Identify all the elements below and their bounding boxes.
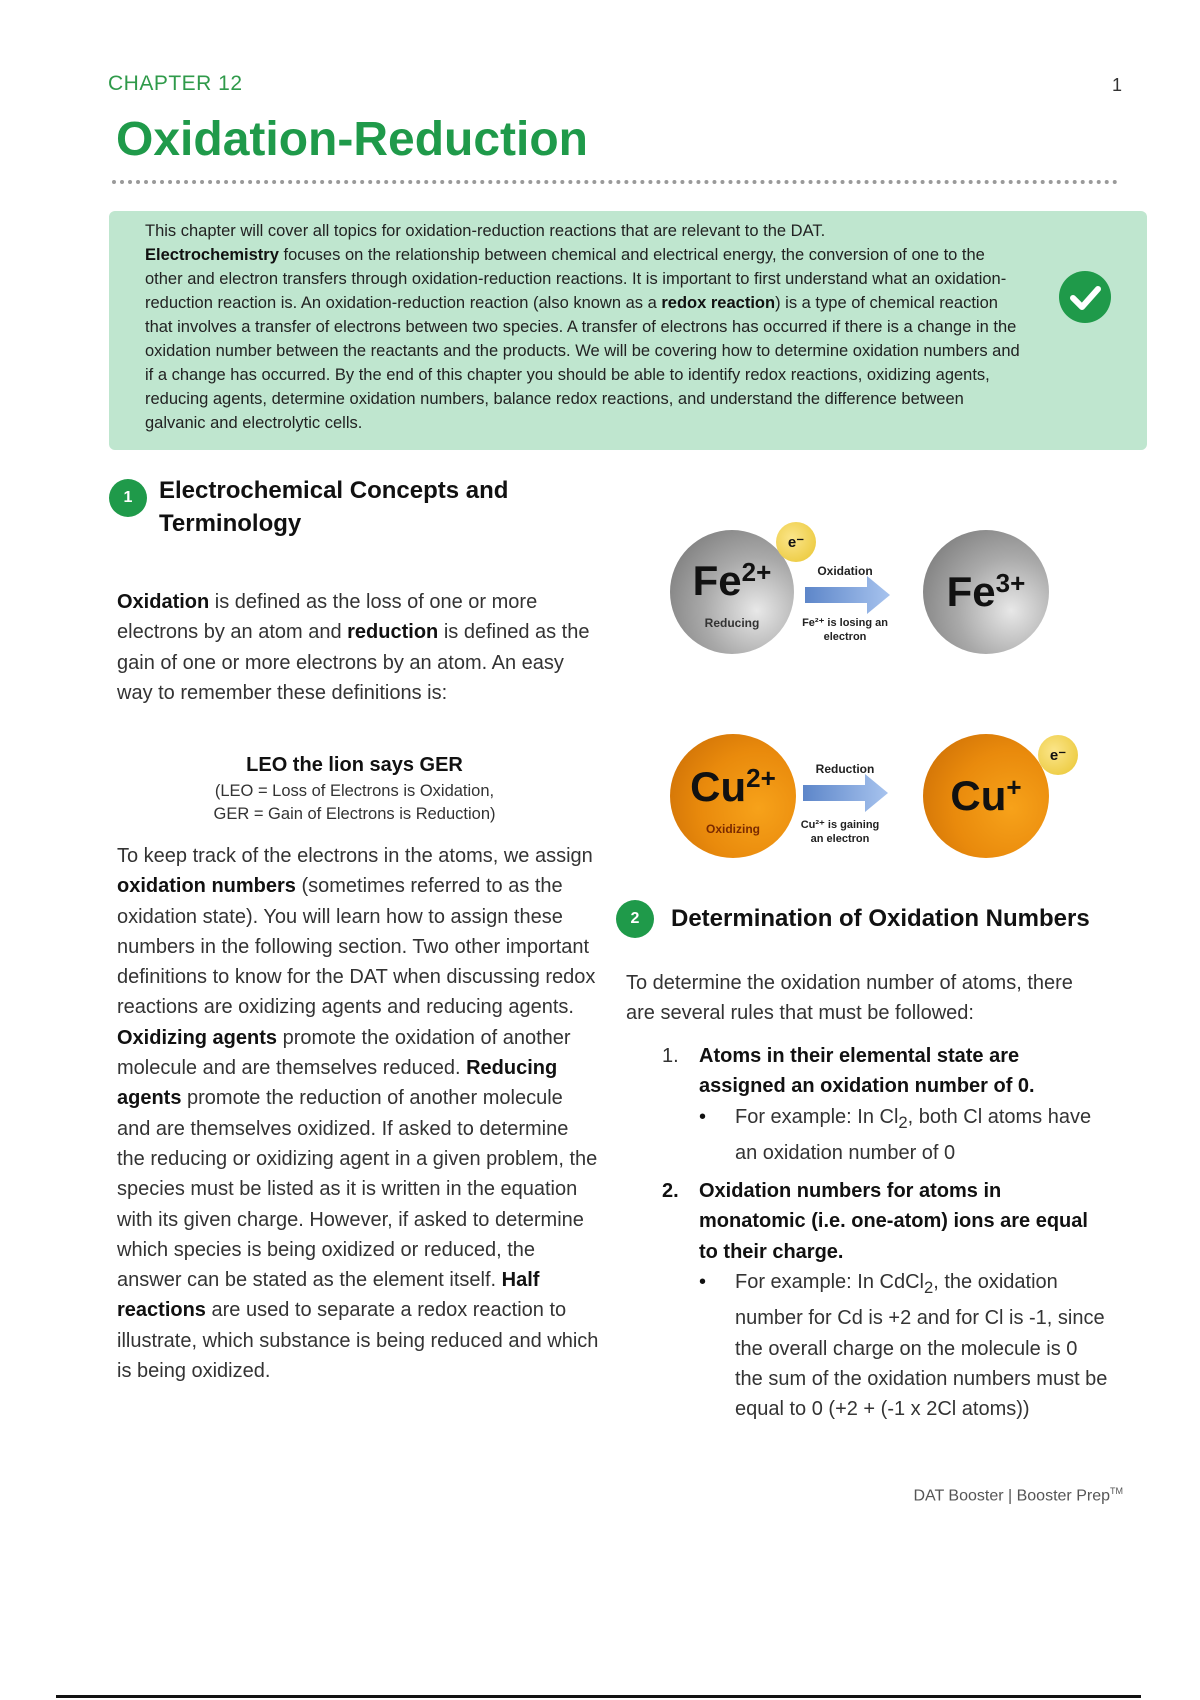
trademark: TM — [1110, 1486, 1123, 1496]
rule-item — [662, 1176, 1108, 1424]
example-text: For example: In CdCl — [735, 1271, 924, 1294]
chapter-label: CHAPTER 12 — [108, 72, 243, 95]
atom-symbol: Fe — [692, 557, 742, 604]
subscript: 2 — [898, 1112, 908, 1132]
arrow-label: Oxidation — [817, 564, 873, 578]
bold-term: Reducing agents — [117, 1057, 558, 1110]
paragraph-text: To keep track of the electrons in the atoms, we assign — [117, 845, 593, 867]
cu-plus-atom — [923, 734, 1049, 858]
electron-icon: e⁻ — [776, 522, 816, 562]
check-circle-icon — [1059, 271, 1111, 323]
paragraph-text: (sometimes referred to as the oxidation state). You will learn how to assign these numbers in the following section. Two other important definitions to know for the DAT when discussing redox reactions are oxidizing agents and reducing agents. — [117, 875, 596, 1019]
section-heading: Determination of Oxidation Numbers — [671, 905, 1090, 932]
intro-text — [145, 219, 1025, 435]
mnemonic-line: (LEO = Loss of Electrons is Oxidation, — [214, 782, 495, 800]
page-number: 1 — [1112, 75, 1123, 95]
section1-paragraph-1 — [117, 587, 595, 708]
paragraph-text: are used to separate a redox reaction to illustrate, which substance is being reduced and which is being oxidized. — [117, 1299, 599, 1383]
atom-charge: + — [1006, 772, 1022, 802]
subscript: 2 — [923, 1278, 934, 1298]
mnemonic-block — [117, 750, 592, 826]
footer-branding — [880, 1486, 1123, 1505]
paragraph-text: is defined as the gain of one or more electrons by an atom. An easy way to remember these definitions is: — [117, 621, 590, 704]
atom-symbol: Cu — [690, 763, 747, 810]
section2-intro: To determine the oxidation number of atoms, there are several rules that must be followed: — [626, 972, 1073, 1025]
agent-label: Oxidizing — [706, 822, 760, 836]
example-text: , the oxidation number for Cd is +2 and for Cl is -1, since the overall charge on the molecule is 0 the sum of the oxidation numbers must be equal to 0 (+2 + (-1 x 2Cl atoms)) — [735, 1271, 1108, 1421]
mnemonic-line: GER = Gain of Electrons is Reduction) — [213, 805, 496, 823]
section-number-badge: 2 — [616, 900, 654, 938]
electron-icon: e⁻ — [1038, 735, 1078, 775]
section1-paragraph-2 — [117, 841, 599, 1386]
bold-term: oxidation numbers — [117, 875, 296, 898]
bold-term: reduction — [347, 621, 439, 644]
mnemonic-title: LEO the lion says GER — [246, 754, 463, 776]
intro-sentence: ) is a type of chemical reaction that involves a transfer of electrons between two species. A transfer of electrons has occurred if there is a change in the oxidation number between the reactants and the products. We will be covering how to determine oxidation numbers and if a change has occurred. By the end of this chapter you should be able to identify redox reactions, oxidizing agents, reducing agents, determine oxidation numbers, balance redox reactions, and understand the difference between galvanic and electrolytic cells. — [145, 294, 1020, 432]
rule-example — [699, 1267, 1108, 1424]
rule-item — [662, 1041, 1108, 1168]
intro-sentence: focuses on the relationship between chemical and electrical energy, the conversion of one to the other and electron transfers through oxidation-reduction reactions. It is important to first understand what an oxidation-reduction reaction is. An oxidation-reduction reaction (also known as a — [145, 246, 1007, 312]
rule-example — [699, 1102, 1108, 1169]
bottom-rule — [56, 1695, 1141, 1698]
dotted-divider — [112, 180, 1118, 184]
example-text: For example: In Cl — [735, 1105, 899, 1128]
rule-number: 1. — [662, 1045, 679, 1067]
intro-bold-term: redox reaction — [661, 294, 776, 312]
arrow-caption: Cu²⁺ is gaining an electron — [800, 819, 880, 845]
rule-title: Atoms in their elemental state are assigned an oxidation number of 0. — [699, 1045, 1035, 1098]
rule-title: Oxidation numbers for atoms in monatomic (i.e. one-atom) ions are equal to their charge. — [699, 1180, 1088, 1263]
cu2-atom — [670, 734, 796, 858]
atom-charge: 2+ — [746, 763, 776, 793]
atom-symbol: Cu — [950, 772, 1007, 819]
section-heading: Electrochemical Concepts and Terminology — [159, 477, 509, 537]
fe2-atom — [670, 530, 794, 654]
page-title: Oxidation-Reduction — [116, 113, 588, 166]
section-number-badge: 1 — [109, 479, 147, 517]
atom-charge: 2+ — [741, 557, 772, 587]
redox-diagram — [640, 520, 1100, 870]
paragraph-text: promote the oxidation of another molecule and are themselves reduced. — [117, 1026, 571, 1080]
arrow-icon — [805, 576, 890, 614]
paragraph-text: is defined as the loss of one or more electrons by an atom and — [117, 591, 538, 644]
bold-term: Half reactions — [117, 1269, 540, 1322]
agent-label: Reducing — [704, 616, 760, 630]
oxidation-rules-list — [662, 1041, 1108, 1425]
intro-bold-term: Electrochemistry — [145, 246, 279, 264]
rule-number: 2. — [662, 1180, 679, 1203]
example-text: , both Cl atoms have an oxidation number of 0 — [735, 1105, 1092, 1164]
paragraph-text: promote the reduction of another molecule and are themselves oxidized. If asked to determine the reducing or oxidizing agent in a given problem, the species must be listed as it is written in the equation with its given charge. However, if asked to determine which species is being oxidized or reduced, the answer can be stated as the element itself. — [117, 1087, 598, 1292]
arrow-label: Reduction — [815, 762, 875, 776]
atom-charge: 3+ — [995, 568, 1026, 598]
fe3-atom — [923, 530, 1049, 654]
atom-symbol: Fe — [946, 568, 996, 615]
footer-text: DAT Booster | Booster Prep — [913, 1487, 1110, 1505]
intro-box — [109, 211, 1147, 450]
intro-sentence: This chapter will cover all topics for oxidation-reduction reactions that are relevant to the DAT. — [145, 222, 826, 240]
bold-term: Oxidizing agents — [117, 1026, 278, 1049]
bold-term: Oxidation — [117, 591, 210, 613]
arrow-icon — [803, 774, 888, 812]
arrow-caption: Fe²⁺ is losing an electron — [802, 617, 888, 643]
